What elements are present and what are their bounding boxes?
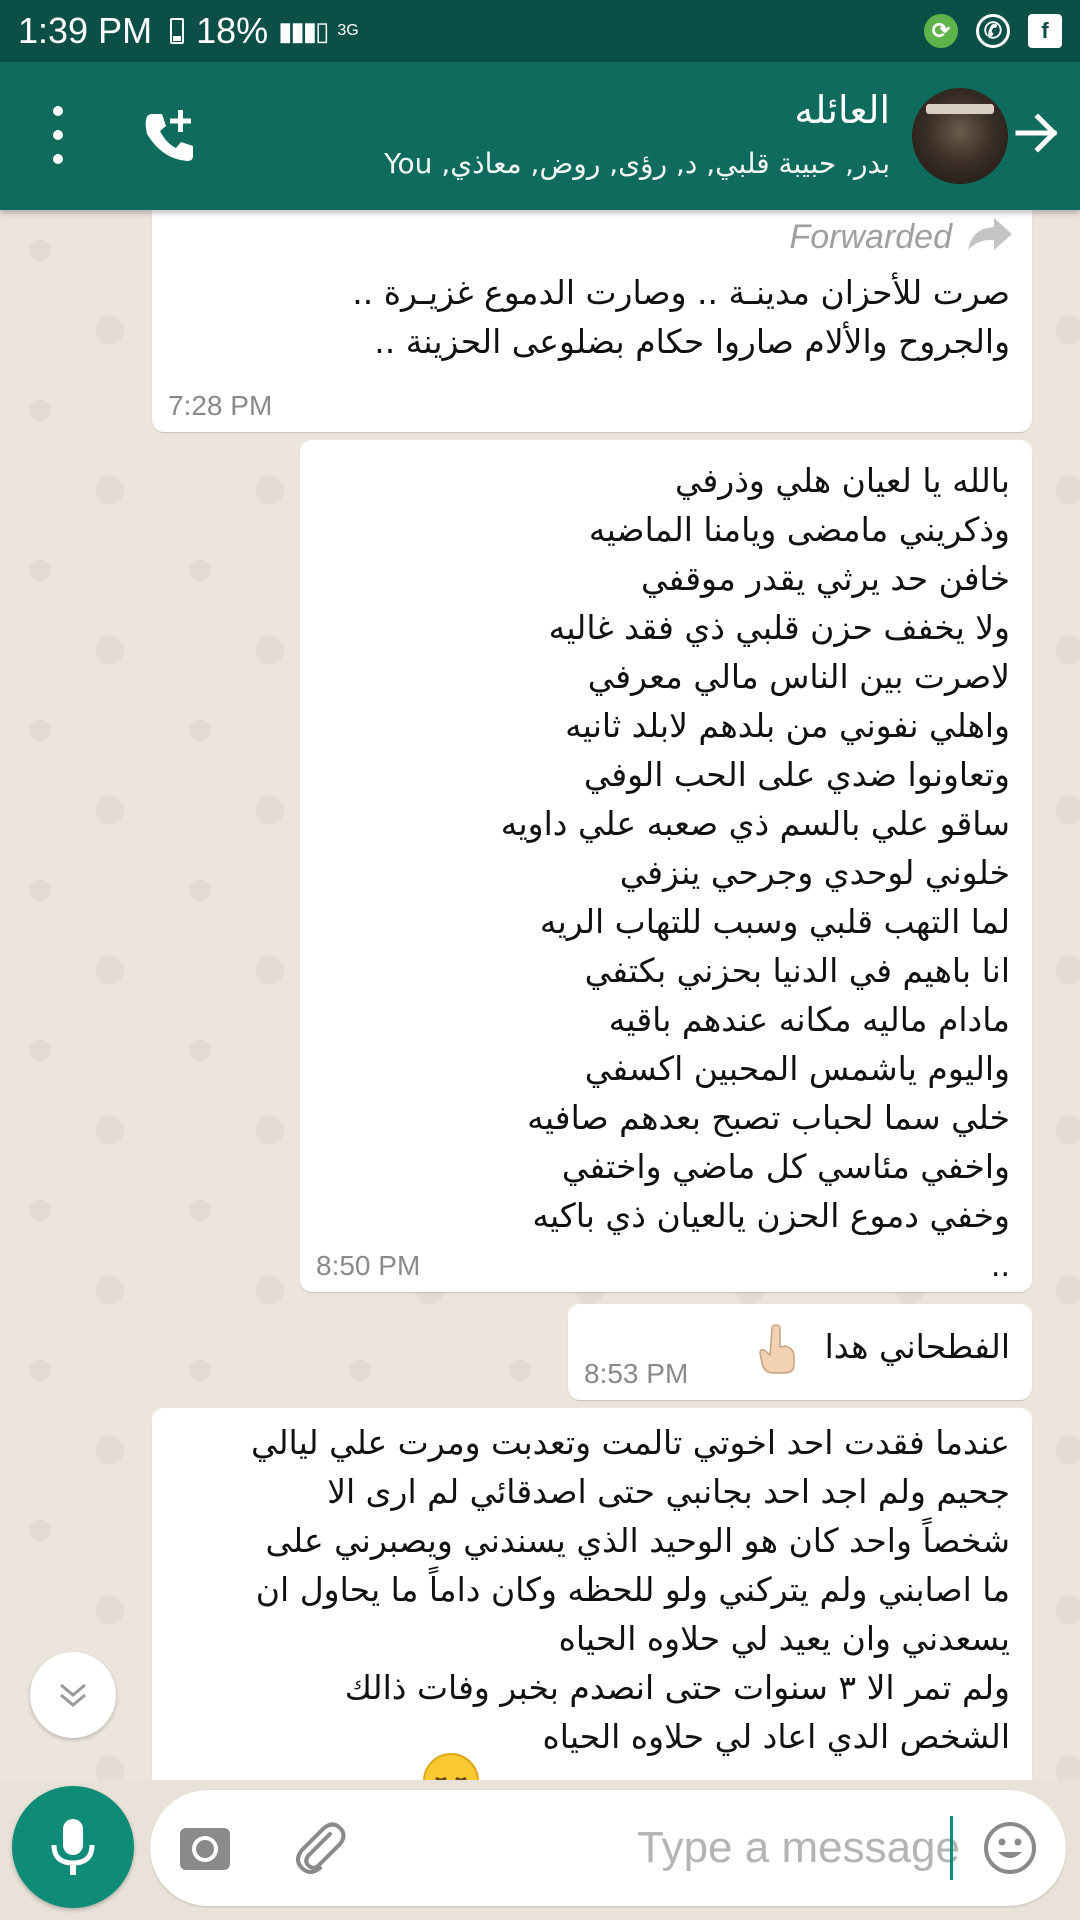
signal-icon: ▮▮▮▯ <box>278 15 328 46</box>
whatsapp-icon: ✆ <box>976 14 1010 48</box>
group-info[interactable] <box>384 82 890 186</box>
add-call-icon[interactable] <box>138 106 200 168</box>
battery-level: 18% <box>196 10 269 51</box>
camera-icon[interactable] <box>178 1822 232 1872</box>
message-text: عندما فقدت احد اخوتي تالمت وتعدبت ومرت علي ليالي جحيم ولم اجد احد بجانبي حتى اصدقائي لم ارى الا شخصاً واحد كان هو الوحيد الذي يسندني ويصبرني على ما اصابني ولم يتركني ولو للحظه وكان داماً ما يحاول ان يسعدني وان يعيد لي حلاوه الحياه ولم تمر الا ٣ سنوات حتى انصدم بخبر وفات ذالك الشخص الدي اعاد لي حلاوه الحياه <box>250 1423 1010 1756</box>
message-time: 7:28 PM <box>168 390 273 421</box>
message-text: الفطحاني هدا <box>824 1327 1010 1366</box>
emoji-icon[interactable] <box>980 1818 1040 1878</box>
text-cursor <box>950 1816 953 1880</box>
message-bubble[interactable] <box>568 1304 1032 1400</box>
message-tail: .. <box>990 1249 1010 1284</box>
voice-record-button[interactable] <box>12 1786 134 1908</box>
message-bubble[interactable] <box>152 1408 1032 1780</box>
chevron-down-icon <box>55 1677 91 1713</box>
mic-icon <box>46 1815 100 1879</box>
network-type: 3G <box>337 22 359 39</box>
status-left <box>18 10 359 52</box>
status-right <box>924 14 1062 48</box>
pensive-face-icon <box>422 1752 480 1780</box>
message-text: صرت للأحزان مدينـة .. وصارت الدموع غزيـرة .. والجروح والألام صاروا حكام بضلوعى الحزينة .. <box>352 273 1010 361</box>
message-time: 8:53 PM <box>584 1358 689 1389</box>
attach-icon[interactable] <box>290 1818 350 1878</box>
forward-icon <box>966 214 1014 254</box>
scroll-down-button[interactable] <box>30 1652 116 1738</box>
pointing-hand-icon <box>756 1323 798 1375</box>
forwarded-text: Forwarded <box>789 218 952 256</box>
chat-header <box>0 62 1080 210</box>
group-members: بدر, حبيبة قلبي, د, رؤى, روض, معاذي, You <box>384 147 890 180</box>
message-text: بالله يا لعيان هلي وذرفي وذكريني مامضى ويامنا الماضيه خافن حد يرثي يقدر موقفي ولا يخفف حزن قلبي ذي فقد غاليه لاصرت بين الناس مالي معرفي واهلي نفوني من بلدهم لابلد ثانيه وتعاونوا ضدي على الحب الوفي ساقو علي بالسم ذي صعبه علي داويه خلوني لوحدي وجرحي ينزفي لما التهب قلبي وسبب للتهاب الريه انا باهيم في الدنيا بحزني بكتفي مادام ماليه مكانه عندهم باقيه واليوم ياشمس المحبين اكسفي خلي سما لحباب تصبح بعدهم صافيه واخفي مئاسي كل ماضي واختفي وخفي دموع الحزن يالعيان ذي باكيه <box>500 461 1010 1235</box>
battery-icon <box>170 18 184 44</box>
group-title: العائله <box>794 88 890 132</box>
message-time: 8:50 PM <box>316 1250 421 1281</box>
message-bubble[interactable] <box>152 210 1032 432</box>
menu-icon[interactable] <box>40 100 76 170</box>
group-avatar[interactable] <box>912 88 1008 184</box>
chat-area[interactable] <box>0 210 1080 1780</box>
globe-icon: ⟳ <box>924 14 958 48</box>
message-bubble[interactable] <box>300 440 1032 1292</box>
forwarded-label <box>152 214 1032 260</box>
status-time: 1:39 PM <box>18 10 153 51</box>
facebook-icon: f <box>1028 14 1062 48</box>
back-arrow-icon[interactable] <box>1012 108 1062 158</box>
status-bar <box>0 0 1080 62</box>
message-composer <box>150 1790 1066 1906</box>
message-input[interactable] <box>470 1814 960 1882</box>
